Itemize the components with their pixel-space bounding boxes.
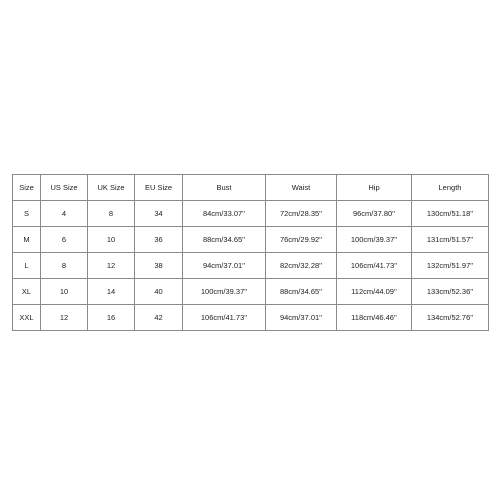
table-row (13, 305, 489, 331)
cell-length: 131cm/51.57'' (412, 227, 489, 253)
cell-us-size: 12 (41, 305, 88, 331)
cell-hip: 106cm/41.73'' (337, 253, 412, 279)
header-uk-size: UK Size (88, 175, 135, 201)
cell-bust: 94cm/37.01'' (183, 253, 266, 279)
cell-waist: 94cm/37.01'' (266, 305, 337, 331)
header-length: Length (412, 175, 489, 201)
cell-eu-size: 34 (135, 201, 183, 227)
cell-uk-size: 10 (88, 227, 135, 253)
cell-length: 132cm/51.97'' (412, 253, 489, 279)
cell-bust: 88cm/34.65'' (183, 227, 266, 253)
cell-bust: 84cm/33.07'' (183, 201, 266, 227)
cell-hip: 118cm/46.46'' (337, 305, 412, 331)
cell-hip: 100cm/39.37'' (337, 227, 412, 253)
header-bust: Bust (183, 175, 266, 201)
header-row (13, 175, 489, 201)
cell-us-size: 8 (41, 253, 88, 279)
cell-size: XXL (13, 305, 41, 331)
header-size: Size (13, 175, 41, 201)
cell-size: XL (13, 279, 41, 305)
cell-hip: 96cm/37.80'' (337, 201, 412, 227)
header-us-size: US Size (41, 175, 88, 201)
cell-eu-size: 38 (135, 253, 183, 279)
size-chart-table (12, 174, 489, 331)
table-row (13, 253, 489, 279)
table-row (13, 279, 489, 305)
cell-eu-size: 40 (135, 279, 183, 305)
cell-uk-size: 14 (88, 279, 135, 305)
cell-size: L (13, 253, 41, 279)
cell-uk-size: 8 (88, 201, 135, 227)
cell-us-size: 10 (41, 279, 88, 305)
cell-hip: 112cm/44.09'' (337, 279, 412, 305)
header-waist: Waist (266, 175, 337, 201)
cell-length: 130cm/51.18'' (412, 201, 489, 227)
cell-waist: 82cm/32.28'' (266, 253, 337, 279)
cell-waist: 72cm/28.35'' (266, 201, 337, 227)
cell-size: S (13, 201, 41, 227)
cell-waist: 76cm/29.92'' (266, 227, 337, 253)
cell-uk-size: 12 (88, 253, 135, 279)
cell-size: M (13, 227, 41, 253)
header-hip: Hip (337, 175, 412, 201)
cell-bust: 100cm/39.37'' (183, 279, 266, 305)
table-row (13, 201, 489, 227)
cell-uk-size: 16 (88, 305, 135, 331)
cell-bust: 106cm/41.73'' (183, 305, 266, 331)
cell-waist: 88cm/34.65'' (266, 279, 337, 305)
cell-length: 134cm/52.76'' (412, 305, 489, 331)
cell-eu-size: 36 (135, 227, 183, 253)
cell-length: 133cm/52.36'' (412, 279, 489, 305)
cell-us-size: 4 (41, 201, 88, 227)
table-row (13, 227, 489, 253)
cell-us-size: 6 (41, 227, 88, 253)
header-eu-size: EU Size (135, 175, 183, 201)
cell-eu-size: 42 (135, 305, 183, 331)
